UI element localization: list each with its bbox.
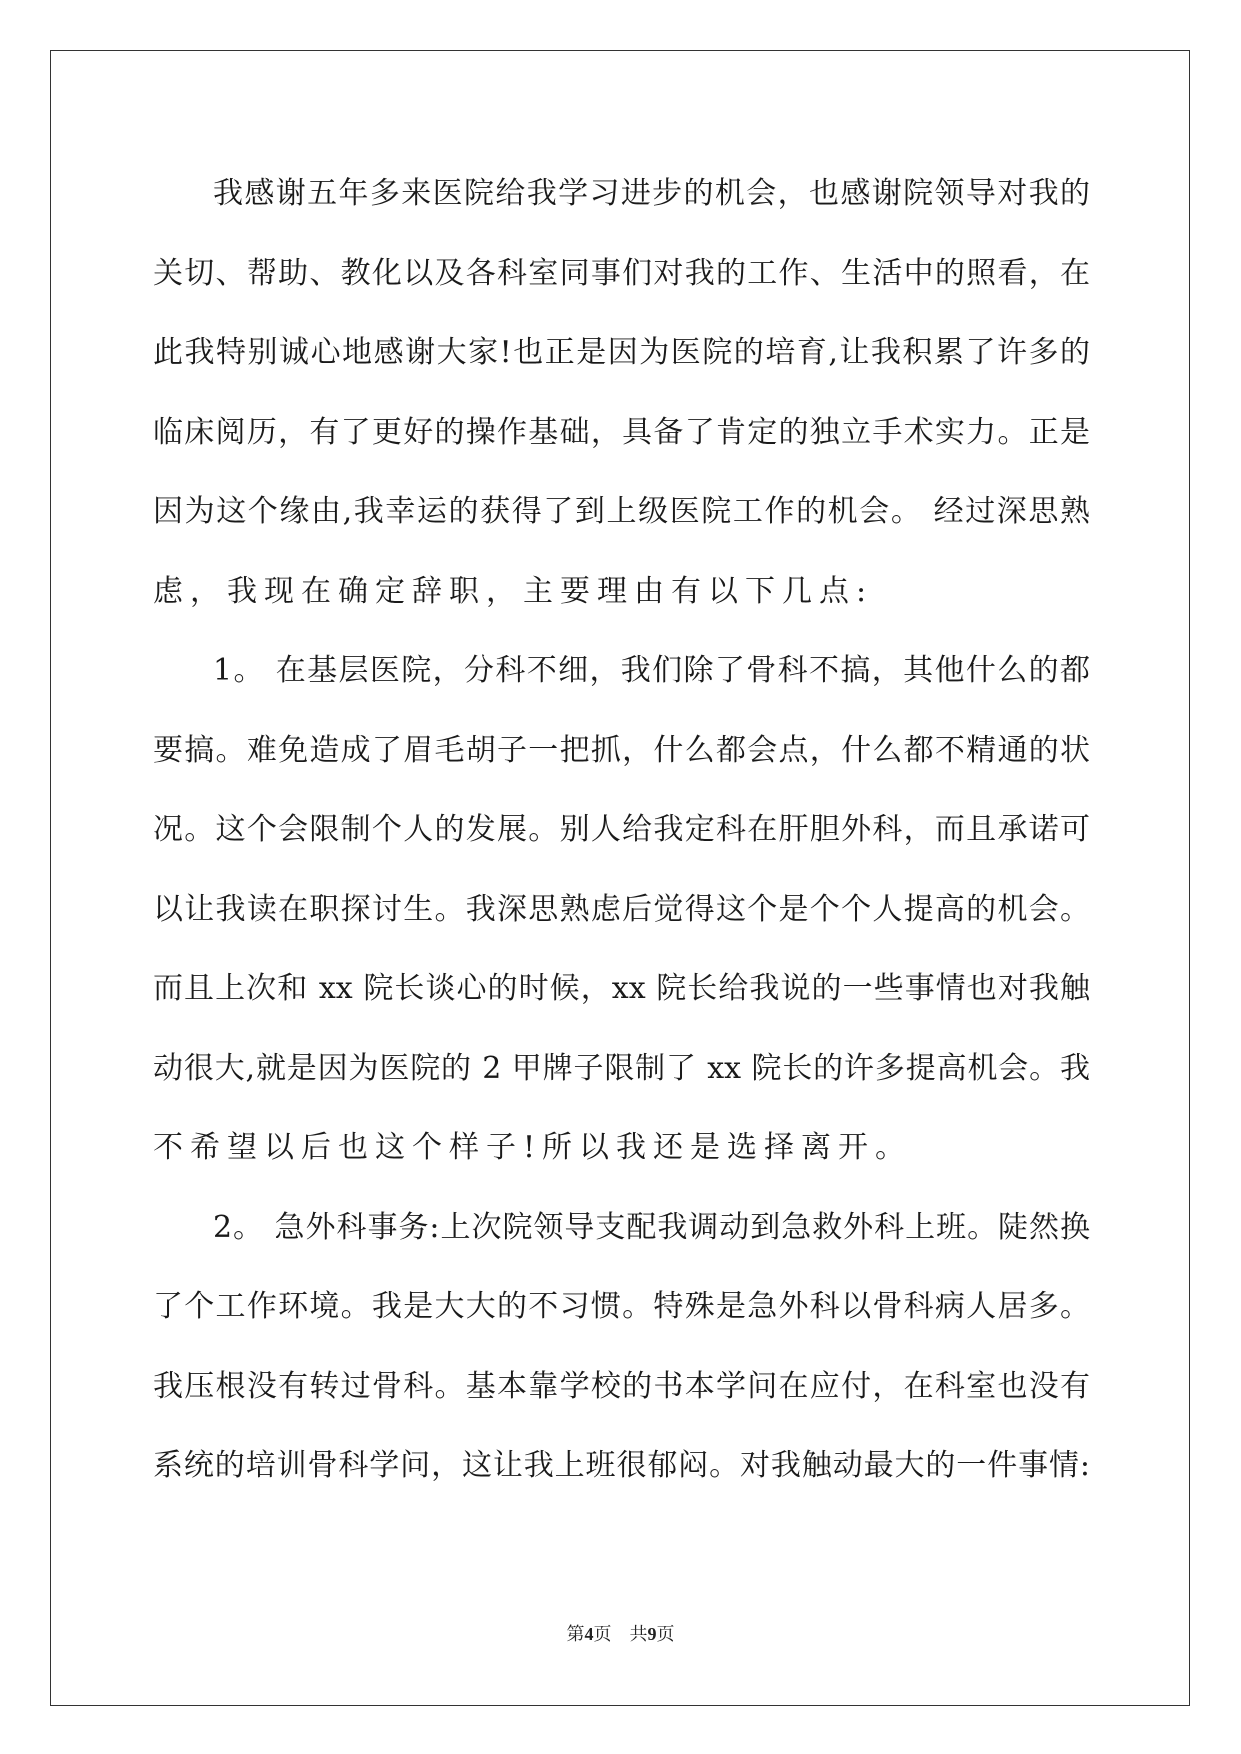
- text-line: 我感谢五年多来医院给我学习进步的机会，也感谢院领导对我的: [213, 176, 1090, 211]
- text-line: 不希望以后也这个样子!所以我还是选择离开。: [153, 1130, 913, 1165]
- total-suffix: 页: [656, 1624, 675, 1644]
- page-footer: [0, 1620, 1241, 1646]
- text-line: 2。 急外科事务:上次院领导支配我调动到急救外科上班。陡然换: [213, 1209, 1090, 1245]
- text-line: 虑，我现在确定辞职，主要理由有以下几点:: [153, 573, 874, 609]
- text-line: 关切、帮助、教化以及各科室同事们对我的工作、生活中的照看，在: [153, 255, 1090, 291]
- text-line: 况。这个会限制个人的发展。别人给我定科在肝胆外科，而且承诺可: [153, 812, 1090, 847]
- total-pages: 9: [647, 1624, 657, 1644]
- page-suffix: 页: [593, 1624, 612, 1644]
- text-line: 要搞。难免造成了眉毛胡子一把抓，什么都会点，什么都不精通的状: [153, 732, 1090, 768]
- text-line: 动很大,就是因为医院的 2 甲牌子限制了 xx 院长的许多提高机会。我: [153, 1050, 1090, 1086]
- text-line: 而且上次和 xx 院长谈心的时候，xx 院长给我说的一些事情也对我触: [153, 971, 1090, 1006]
- paragraph-3: [153, 1188, 1090, 1506]
- text-line: 我压根没有转过骨科。基本靠学校的书本学问在应付，在科室也没有: [153, 1368, 1090, 1404]
- paragraph-1: [153, 154, 1090, 631]
- text-line: 了个工作环境。我是大大的不习惯。特殊是急外科以骨科病人居多。: [153, 1289, 1090, 1324]
- text-line: 1。 在基层医院，分科不细，我们除了骨科不搞，其他什么的都: [213, 653, 1090, 688]
- paragraph-2: [153, 631, 1090, 1188]
- text-line: 因为这个缘由,我幸运的获得了到上级医院工作的机会。 经过深思熟: [153, 494, 1090, 529]
- text-line: 临床阅历，有了更好的操作基础，具备了肯定的独立手术实力。正是: [153, 414, 1090, 450]
- page-prefix: 第: [566, 1624, 585, 1644]
- text-line: 系统的培训骨科学问，这让我上班很郁闷。对我触动最大的一件事情:: [153, 1448, 1090, 1483]
- document-body: [153, 154, 1090, 1506]
- page-number: 4: [584, 1624, 594, 1644]
- total-prefix: 共: [629, 1624, 648, 1644]
- text-line: 此我特别诚心地感谢大家!也正是因为医院的培育,让我积累了许多的: [153, 335, 1090, 370]
- text-line: 以让我读在职探讨生。我深思熟虑后觉得这个是个个人提高的机会。: [153, 891, 1090, 927]
